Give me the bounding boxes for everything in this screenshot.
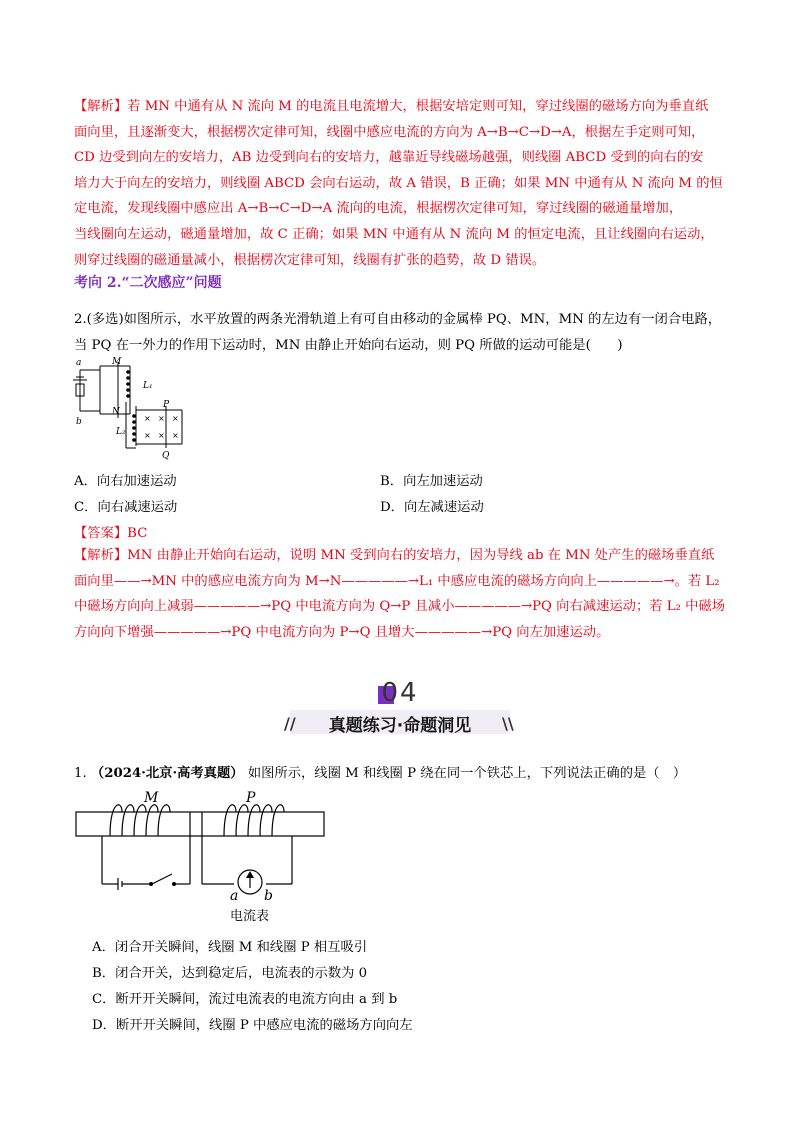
decorative-slashes-right: \\ — [502, 714, 514, 733]
question-1-option-a: A．闭合开关瞬间，线圈 M 和线圈 P 相互吸引 — [92, 940, 368, 955]
field-cross: × — [144, 431, 151, 440]
analysis-line: 面向里，且逐渐变大，根据楞次定律可知，线圈中感应电流的方向为 A→B→C→D→A，根据左手定则可知， — [74, 124, 705, 140]
field-cross: × — [158, 414, 165, 423]
analysis-line: CD 边受到向左的安培力，AB 边受到向右的安培力，越靠近导线磁场越强，则线圈 ABCD 受到的向右的安 — [74, 150, 704, 166]
field-cross: × — [172, 431, 179, 440]
question-2-option-c: C．向右减速运动 — [74, 500, 178, 515]
label-L2: L₂ — [116, 427, 126, 437]
label-M: M — [144, 790, 159, 806]
question-1-option-b: B．闭合开关，达到稳定后，电流表的示数为 0 — [92, 966, 368, 981]
question-1-stem — [74, 762, 686, 781]
label-b: b — [76, 417, 82, 427]
question-1-option-c: C．断开开关瞬间，流过电流表的电流方向由 a 到 b — [92, 992, 398, 1007]
analysis-line: 培力大于向左的安培力，则线圈 ABCD 会向右运动，故 A 错误，B 正确；如果 MN 中通有从 N 流向 M 的恒 — [74, 175, 723, 191]
label-L1: L₁ — [143, 381, 153, 391]
question-1-option-d: D．断开开关瞬间，线圈 P 中感应电流的磁场方向向左 — [92, 1018, 413, 1033]
analysis-line: 【解析】MN 由静止开始向右运动，说明 MN 受到向右的安培力，因为导线 ab 在 MN 处产生的磁场垂直纸 — [74, 548, 715, 563]
section-banner — [280, 678, 520, 734]
question-2-stem-line-1: 2.(多选)如图所示，水平放置的两条光滑轨道上有可自由移动的金属棒 PQ、MN，MN 的左边有一闭合电路， — [74, 312, 722, 327]
label-M: M — [112, 357, 122, 367]
analysis-line: 则穿过线圈的磁通量减小，根据楞次定律可知，线圈有扩张的趋势，故 D 错误。 — [74, 252, 546, 268]
decorative-slashes-left: // — [284, 714, 296, 733]
label-N: N — [112, 407, 120, 417]
question-2-circuit-figure — [70, 356, 190, 462]
label-Q: Q — [162, 451, 170, 461]
question-1-source: （2024·北京·高考真题） — [90, 766, 244, 781]
analysis-line: 中磁场方向向上减弱—————→PQ 中电流方向为 Q→P 且减小—————→PQ 向右减速运动；若 L₂ 中磁场 — [74, 599, 726, 615]
field-cross: × — [172, 414, 179, 423]
question-2-analysis — [74, 543, 726, 645]
question-2-option-b: B．向左加速运动 — [380, 474, 483, 489]
section-heading-direction-2: 考向 2.“二次感应”问题 — [74, 275, 222, 291]
ammeter-label: 电流表 — [230, 909, 270, 924]
question-1-coil-figure — [74, 790, 334, 930]
analysis-line: 面向里——→MN 中的感应电流方向为 M→N—————→L₁ 中感应电流的磁场方向向上—————→。若 L₂ — [74, 573, 720, 589]
section-number: 04 — [381, 678, 419, 708]
question-1-text: 如图所示，线圈 M 和线圈 P 绕在同一个铁芯上，下列说法正确的是（ ） — [247, 766, 687, 781]
label-a: a — [76, 358, 82, 368]
question-2-option-a: A．向右加速运动 — [74, 474, 177, 489]
field-cross: × — [144, 414, 151, 423]
label-b: b — [264, 888, 273, 904]
question-1-number: 1. — [74, 766, 87, 781]
section-title: 真题练习·命题洞见 — [328, 716, 472, 736]
analysis-line: 【解析】若 MN 中通有从 N 流向 M 的电流且电流增大，根据安培定则可知，穿过线圈的磁场方向为垂直纸 — [74, 99, 709, 114]
field-cross: × — [158, 431, 165, 440]
label-P: P — [246, 790, 256, 806]
analysis-line: 方向向下增强—————→PQ 中电流方向为 P→Q 且增大—————→PQ 向左加速运动。 — [74, 624, 610, 640]
label-a: a — [230, 888, 239, 904]
analysis-paragraph-1 — [74, 94, 726, 273]
label-P: P — [163, 400, 170, 410]
question-2-answer: 【答案】BC — [74, 526, 148, 541]
question-2-option-d: D．向左减速运动 — [380, 500, 484, 515]
question-2-stem-line-2: 当 PQ 在一外力的作用下运动时，MN 由静止开始向右运动，则 PQ 所做的运动可能是( ) — [74, 338, 623, 353]
analysis-line: 当线圈向左运动，磁通量增加，故 C 正确；如果 MN 中通有从 N 流向 M 的恒定电流，且让线圈向右运动， — [74, 226, 714, 242]
analysis-line: 定电流，发现线圈中感应出 A→B→C→D→A 流向的电流，根据楞次定律可知，穿过线圈的磁通量增加， — [74, 201, 683, 217]
